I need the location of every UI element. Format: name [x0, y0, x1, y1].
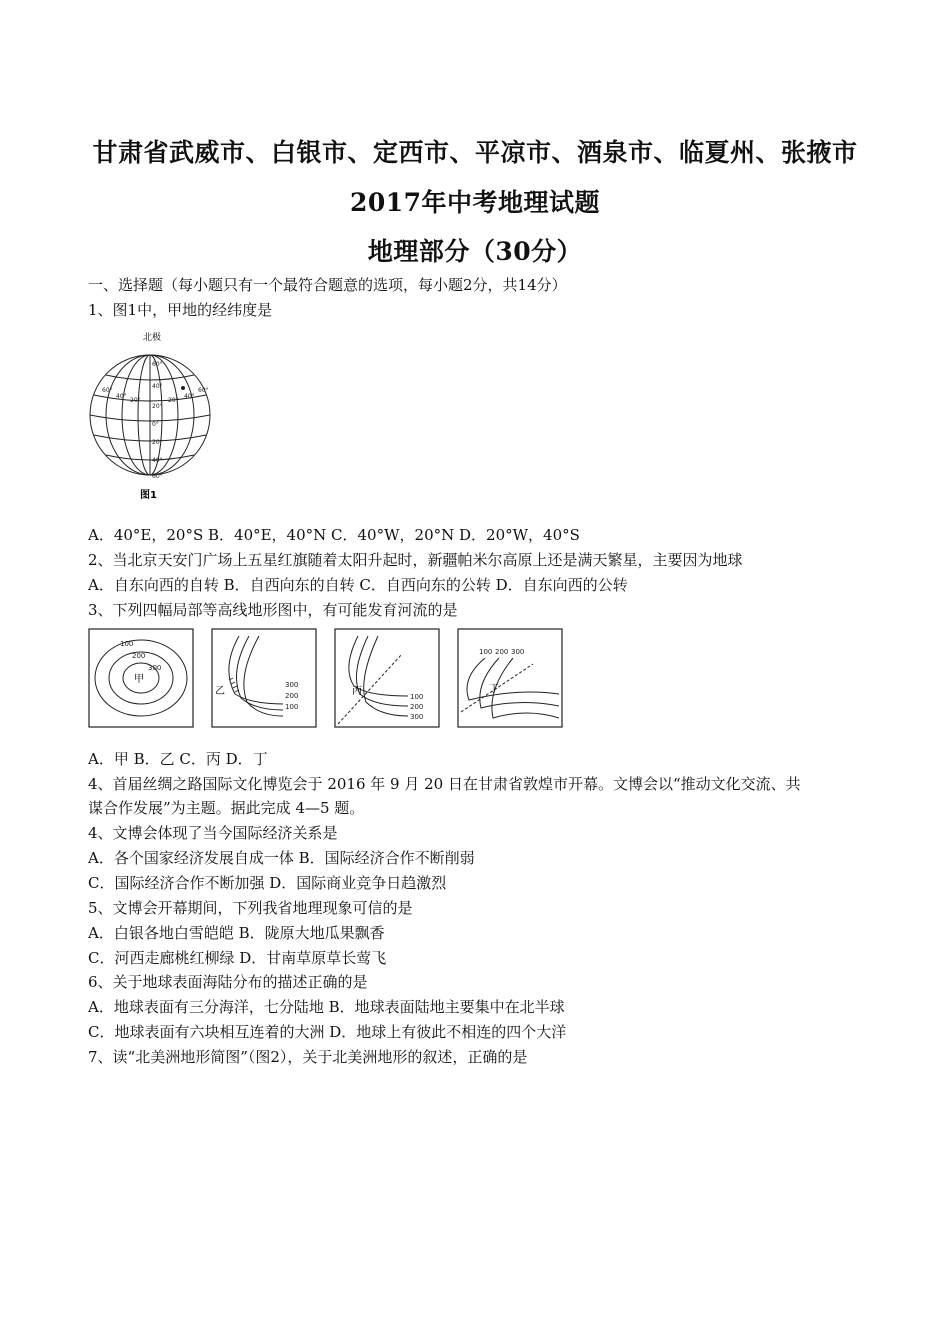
- q4-stem: 4、文博会体现了当今国际经济关系是: [88, 824, 338, 842]
- q1-stem: 1、图1中，甲地的经纬度是: [88, 301, 273, 319]
- contour-label: 300: [148, 664, 162, 672]
- contour-label: 100: [285, 703, 299, 711]
- lat-label: 20°: [152, 403, 163, 410]
- q4-options-line-1: A．各个国家经济发展自成一体 B．国际经济合作不断削弱: [88, 849, 475, 867]
- q4-intro-line-1: 4、首届丝绸之路国际文化博览会于 2016 年 9 月 20 日在甘肃省敦煌市开幕。文博会以“推动文化交流、共: [88, 775, 801, 793]
- q6-stem: 6、关于地球表面海陆分布的描述正确的是: [88, 973, 368, 991]
- contour-map-yi: [211, 628, 317, 728]
- contour-label: 200: [285, 692, 299, 700]
- contour-map-bing: [334, 628, 440, 728]
- contour-label: 100: [410, 693, 424, 701]
- q1-options: A．40°E，20°S B．40°E，40°N C．40°W，20°N D．20°W，40°S: [88, 526, 580, 544]
- q3-stem: 3、下列四幅局部等高线地形图中，有可能发育河流的是: [88, 601, 458, 619]
- lat-label: 40°: [152, 457, 163, 464]
- lat-label: 40°: [152, 383, 163, 390]
- q5-options-line-2: C．河西走廊桃红柳绿 D．甘南草原草长莺飞: [88, 949, 387, 967]
- lat-label: 20°: [152, 439, 163, 446]
- q2-stem: 2、当北京天安门广场上五星红旗随着太阳升起时，新疆帕米尔高原上还是满天繁星，主要因为地球: [88, 551, 743, 569]
- globe-pole-label: 北极: [143, 333, 162, 343]
- q3-options: A．甲 B．乙 C．丙 D．丁: [88, 750, 268, 768]
- contour-label: 100: [479, 648, 493, 656]
- title-line-3: 地理部分（30分）: [367, 237, 583, 266]
- lat-label: 60°: [152, 361, 163, 368]
- lat-label: 60°: [152, 473, 163, 480]
- lon-label: 60°: [102, 387, 113, 394]
- contour-label: 300: [285, 681, 299, 689]
- map-label-yi: 乙: [215, 686, 225, 697]
- q4-intro-line-2: 谋合作发展”为主题。据此完成 4—5 题。: [88, 799, 365, 817]
- contour-map-ding: [457, 628, 563, 728]
- q5-options-line-1: A．白银各地白雪皑皑 B．陇原大地瓜果飘香: [88, 924, 385, 942]
- title-line-1: 甘肃省武威市、白银市、定西市、平凉市、酒泉市、临夏州、张掖市: [92, 138, 858, 167]
- lon-label: 40°: [184, 393, 195, 400]
- contour-label: 300: [511, 648, 525, 656]
- q2-options: A．自东向西的自转 B．自西向东的自转 C．自西向东的公转 D．自东向西的公转: [88, 576, 628, 594]
- map-label-ding: 丁: [489, 684, 499, 695]
- contour-label: 100: [120, 640, 134, 648]
- q5-stem: 5、文博会开幕期间，下列我省地理现象可信的是: [88, 899, 413, 917]
- figure-1-globe: [88, 328, 218, 504]
- contour-label: 300: [410, 713, 424, 721]
- q7-stem: 7、读“北美洲地形简图”（图2），关于北美洲地形的叙述，正确的是: [88, 1048, 528, 1066]
- q6-options-line-2: C．地球表面有六块相互连着的大洲 D．地球上有彼此不相连的四个大洋: [88, 1023, 567, 1041]
- lon-label: 60°: [198, 387, 209, 394]
- map-label-jia: 甲: [134, 674, 144, 685]
- map-label-bing: 丙: [352, 686, 362, 697]
- lon-label: 20°: [130, 397, 141, 404]
- lon-label: 40°: [116, 393, 127, 400]
- q4-options-line-2: C．国际经济合作不断加强 D．国际商业竞争日趋激烈: [88, 874, 447, 892]
- title-line-2: 2017年中考地理试题: [349, 188, 601, 217]
- figure-1-caption: 图1: [140, 490, 157, 501]
- contour-label: 200: [495, 648, 509, 656]
- contour-label: 200: [132, 652, 146, 660]
- lon-label: 20°: [168, 397, 179, 404]
- lat-label: 0°: [152, 421, 159, 428]
- section-heading: 一、选择题（每小题只有一个最符合题意的选项，每小题2分，共14分）: [88, 276, 567, 294]
- q6-options-line-1: A．地球表面有三分海洋，七分陆地 B．地球表面陆地主要集中在北半球: [88, 998, 565, 1016]
- contour-map-jia: [88, 628, 194, 728]
- contour-label: 200: [410, 703, 424, 711]
